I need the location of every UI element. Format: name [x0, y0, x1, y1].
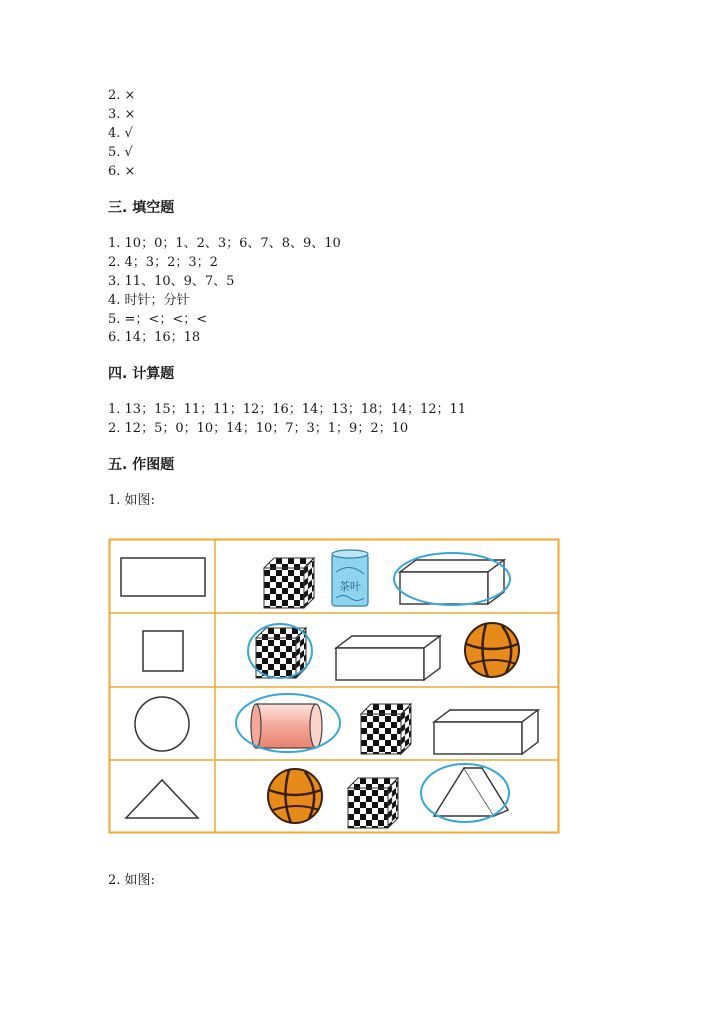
ball-object — [268, 769, 322, 823]
tea-can-object — [332, 550, 368, 606]
section-heading-fill: 三. 填空题 — [108, 200, 175, 216]
box-object-circled — [400, 560, 504, 604]
fill-answer-4: 4. 时针；分针 — [108, 293, 190, 308]
judge-answer-2: 2. × — [108, 88, 136, 103]
cube-object-circled — [256, 628, 306, 678]
shape-matching-figure — [108, 538, 560, 834]
cube-object — [361, 704, 411, 754]
draw-item-1: 1. 如图: — [108, 493, 155, 508]
fill-answer-3: 3. 11、10、9、7、5 — [108, 274, 235, 289]
judge-answer-6: 6. × — [108, 164, 136, 179]
fill-answer-2: 2. 4；3；2；3；2 — [108, 255, 218, 270]
cube-object — [264, 558, 314, 608]
judge-answer-5: 5. √ — [108, 145, 133, 160]
section-heading-draw: 五. 作图题 — [108, 457, 175, 473]
draw-item-2: 2. 如图: — [108, 873, 155, 888]
fill-answer-1: 1. 10；0；1、2、3；6、7、8、9、10 — [108, 236, 341, 251]
box-object — [336, 636, 440, 680]
calc-answer-1: 1. 13；15；11；11；12；16；14；13；18；14；12；11 — [108, 402, 467, 417]
judge-answer-4: 4. √ — [108, 126, 133, 141]
section-heading-calc: 四. 计算题 — [108, 366, 175, 382]
box-object — [434, 710, 538, 754]
fill-answer-6: 6. 14；16；18 — [108, 330, 201, 345]
ball-object — [465, 623, 519, 677]
tea-can-label: 茶叶 — [339, 580, 361, 593]
judge-answer-3: 3. × — [108, 107, 136, 122]
calc-answer-2: 2. 12；5；0；10；14；10；7；3；1；9；2；10 — [108, 421, 409, 436]
fill-answer-5: 5. =；<；<；< — [108, 312, 208, 327]
cube-object — [348, 778, 398, 828]
cylinder-object-circled — [251, 704, 322, 748]
